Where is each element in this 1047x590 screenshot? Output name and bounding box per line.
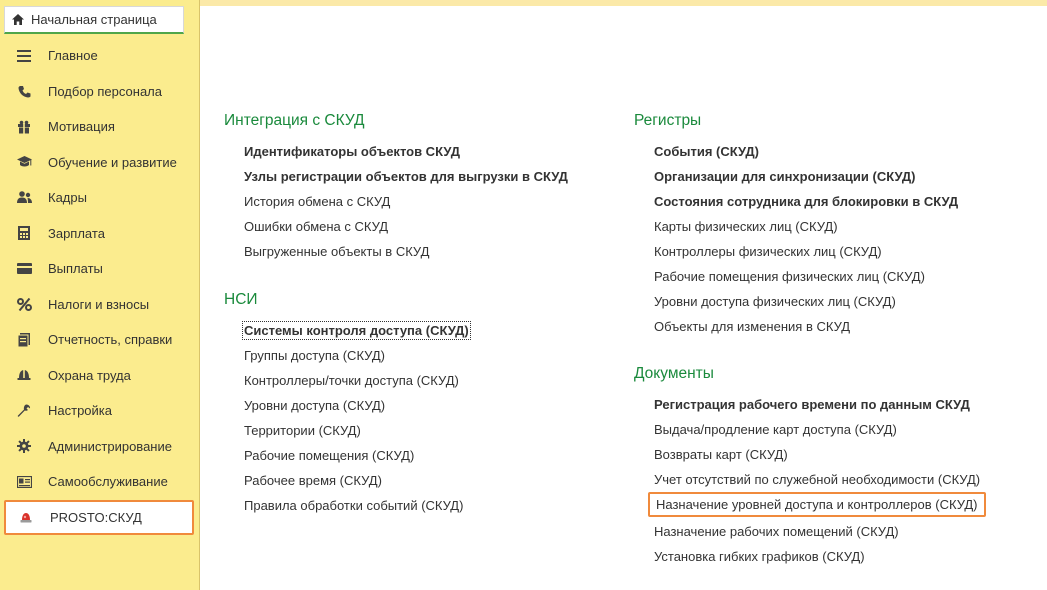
sidebar-item-main[interactable] — [0, 38, 200, 74]
sidebar-item-label: Налоги и взносы — [48, 296, 150, 312]
sidebar-item-label: Охрана труда — [48, 367, 131, 383]
home-tab[interactable] — [4, 6, 184, 34]
link-item[interactable]: Учет отсутствий по служебной необходимости (СКУД) — [654, 472, 981, 487]
sidebar-nav — [0, 38, 200, 535]
link-list — [224, 139, 568, 264]
menu-lines-icon — [14, 46, 34, 66]
percent-icon — [14, 294, 34, 314]
link-item[interactable]: История обмена с СКУД — [244, 194, 391, 209]
sidebar-item-taxes[interactable] — [0, 287, 200, 323]
link-item[interactable]: Рабочее время (СКУД) — [244, 473, 382, 488]
alarm-light-icon — [16, 507, 36, 527]
sidebar-item-label: Самообслуживание — [48, 474, 168, 490]
sidebar-item-label: Зарплата — [48, 225, 105, 241]
link-item[interactable]: Организации для синхронизации (СКУД) — [654, 169, 916, 184]
gear-icon — [14, 436, 34, 456]
sidebar-item-label: Обучение и развитие — [48, 154, 177, 170]
sidebar-item-self-service[interactable] — [0, 464, 200, 500]
link-item[interactable]: Объекты для изменения в СКУД — [654, 319, 851, 334]
link-item[interactable]: Возвраты карт (СКУД) — [654, 447, 788, 462]
link-item[interactable]: Узлы регистрации объектов для выгрузки в СКУД — [244, 169, 568, 184]
section-documents — [634, 362, 986, 569]
sidebar-item-settings[interactable] — [0, 393, 200, 429]
link-item[interactable]: Контроллеры/точки доступа (СКУД) — [244, 373, 459, 388]
sidebar-item-reports[interactable] — [0, 322, 200, 358]
section-title: Регистры — [634, 112, 702, 129]
sidebar-item-label: Кадры — [48, 190, 87, 206]
sidebar-item-label: Главное — [48, 48, 98, 64]
gift-icon — [14, 117, 34, 137]
home-tab-label: Начальная страница — [31, 12, 157, 27]
wallet-icon — [14, 259, 34, 279]
link-item[interactable]: Уровни доступа (СКУД) — [244, 398, 386, 413]
id-card-icon — [14, 472, 34, 492]
link-item[interactable]: Карты физических лиц (СКУД) — [654, 219, 838, 234]
calculator-icon — [14, 223, 34, 243]
sidebar-item-label: Подбор персонала — [48, 83, 162, 99]
sidebar-item-personnel[interactable] — [0, 180, 200, 216]
sidebar-item-payments[interactable] — [0, 251, 200, 287]
section-title: НСИ — [224, 291, 258, 308]
section-title: Документы — [634, 365, 714, 382]
sidebar-item-label: Мотивация — [48, 119, 115, 135]
link-item[interactable]: Территории (СКУД) — [244, 423, 361, 438]
link-item[interactable]: Рабочие помещения (СКУД) — [244, 448, 415, 463]
link-item[interactable]: Состояния сотрудника для блокировки в СКУД — [654, 194, 959, 209]
sidebar-item-recruitment[interactable] — [0, 74, 200, 110]
sidebar — [0, 0, 200, 590]
link-list — [634, 392, 986, 569]
phone-icon — [14, 81, 34, 101]
sidebar-item-label: PROSTO:СКУД — [50, 509, 142, 525]
link-item[interactable]: Контроллеры физических лиц (СКУД) — [654, 244, 882, 259]
sidebar-item-label: Настройка — [48, 403, 112, 419]
section-registers — [634, 109, 958, 339]
link-item[interactable]: Выдача/продление карт доступа (СКУД) — [654, 422, 897, 437]
sidebar-item-motivation[interactable] — [0, 109, 200, 145]
link-item[interactable]: Группы доступа (СКУД) — [244, 348, 385, 363]
link-list — [224, 318, 469, 518]
link-item[interactable]: Установка гибких графиков (СКУД) — [654, 549, 865, 564]
link-item[interactable]: Правила обработки событий (СКУД) — [244, 498, 464, 513]
sidebar-item-label: Администрирование — [48, 438, 172, 454]
link-item[interactable]: Ошибки обмена с СКУД — [244, 219, 389, 234]
section-nsi — [224, 288, 469, 518]
home-icon — [5, 13, 31, 26]
section-title: Интеграция с СКУД — [224, 112, 365, 129]
helmet-icon — [14, 365, 34, 385]
link-item[interactable]: Идентификаторы объектов СКУД — [244, 144, 461, 159]
graduation-cap-icon — [14, 152, 34, 172]
link-item[interactable]: Регистрация рабочего времени по данным СКУД — [654, 397, 970, 412]
link-item-highlighted[interactable]: Назначение уровней доступа и контроллеров (СКУД) — [648, 492, 986, 517]
sidebar-item-labor-safety[interactable] — [0, 358, 200, 394]
wrench-icon — [14, 401, 34, 421]
sidebar-item-administration[interactable] — [0, 429, 200, 465]
sidebar-item-label: Выплаты — [48, 261, 103, 277]
people-icon — [14, 188, 34, 208]
link-item[interactable]: Выгруженные объекты в СКУД — [244, 244, 430, 259]
link-item[interactable]: Назначение рабочих помещений (СКУД) — [654, 524, 899, 539]
sidebar-item-prosto-skud[interactable] — [4, 500, 194, 536]
link-item[interactable]: Системы контроля доступа (СКУД) — [244, 323, 469, 338]
report-icon — [14, 330, 34, 350]
sidebar-item-label: Отчетность, справки — [48, 332, 173, 348]
sidebar-item-education[interactable] — [0, 145, 200, 181]
link-list — [634, 139, 958, 339]
section-integration — [224, 109, 568, 264]
sidebar-item-salary[interactable] — [0, 216, 200, 252]
link-item[interactable]: Уровни доступа физических лиц (СКУД) — [654, 294, 896, 309]
link-item[interactable]: Рабочие помещения физических лиц (СКУД) — [654, 269, 925, 284]
link-item[interactable]: События (СКУД) — [654, 144, 760, 159]
